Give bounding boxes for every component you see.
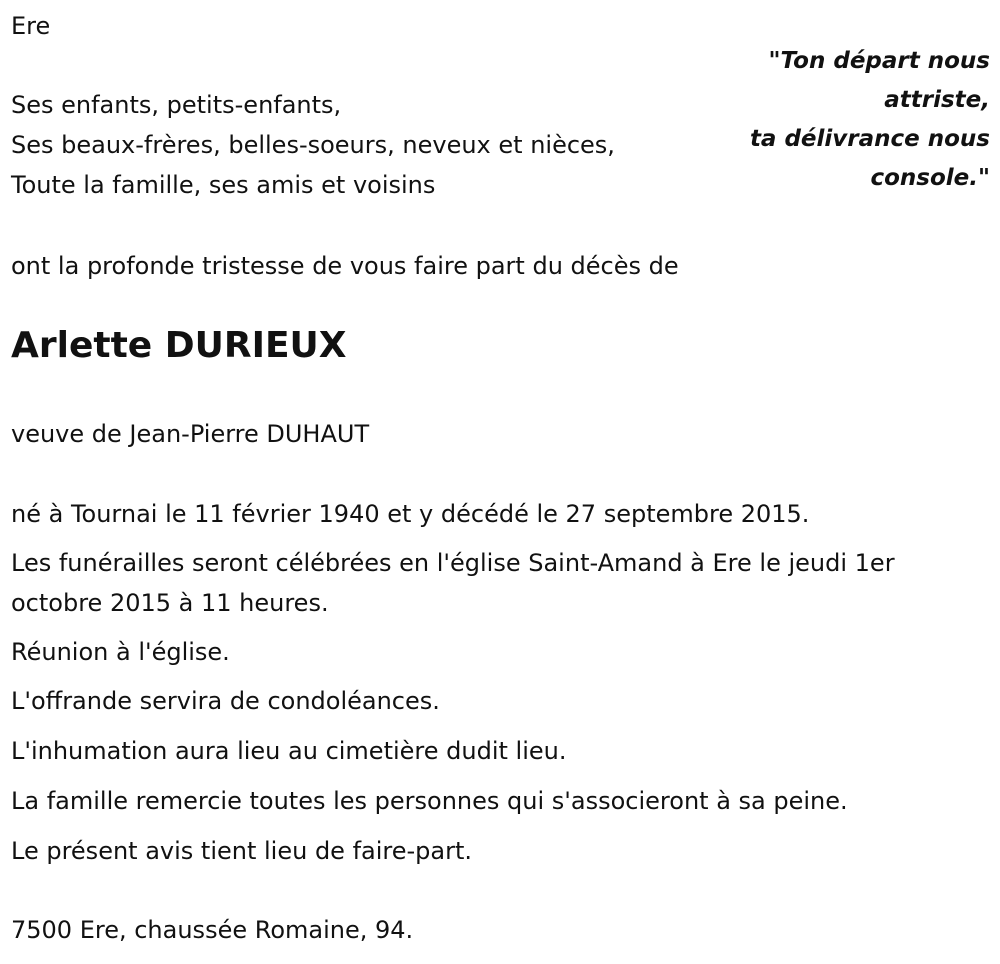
family-line: Ses beaux-frères, belles-soeurs, neveux et nièces, <box>11 131 615 159</box>
detail-line: L'offrande servira de condoléances. <box>11 687 440 715</box>
notice-place: Ere <box>11 12 51 40</box>
detail-line: La famille remercie toutes les personnes qui s'associeront à sa peine. <box>11 787 848 815</box>
detail-line: Le présent avis tient lieu de faire-part. <box>11 837 473 865</box>
funeral-text: Les funérailles seront célébrées en l'église Saint-Amand à Ere le jeudi 1er octobre 2015 à 11 heures. <box>11 549 895 617</box>
address-text: 7500 Ere, chaussée Romaine, 94. <box>11 916 414 944</box>
quote-line: console." <box>870 165 990 191</box>
family-line: Toute la famille, ses amis et voisins <box>11 171 436 199</box>
announcement-text: ont la profonde tristesse de vous faire part du décès de <box>11 252 679 280</box>
quote-line: attriste, <box>884 87 990 113</box>
detail-line: Réunion à l'église. <box>11 638 230 666</box>
spouse-text: veuve de Jean-Pierre DUHAUT <box>11 420 370 448</box>
quote-line: "Ton départ nous <box>768 48 990 74</box>
family-line: Ses enfants, petits-enfants, <box>11 91 342 119</box>
deceased-name: Arlette DURIEUX <box>11 325 347 366</box>
quote-block <box>730 42 990 198</box>
detail-line: L'inhumation aura lieu au cimetière dudit lieu. <box>11 737 567 765</box>
quote-line: ta délivrance nous <box>749 126 990 152</box>
birth-death-text: né à Tournai le 11 février 1940 et y décédé le 27 septembre 2015. <box>11 500 810 528</box>
